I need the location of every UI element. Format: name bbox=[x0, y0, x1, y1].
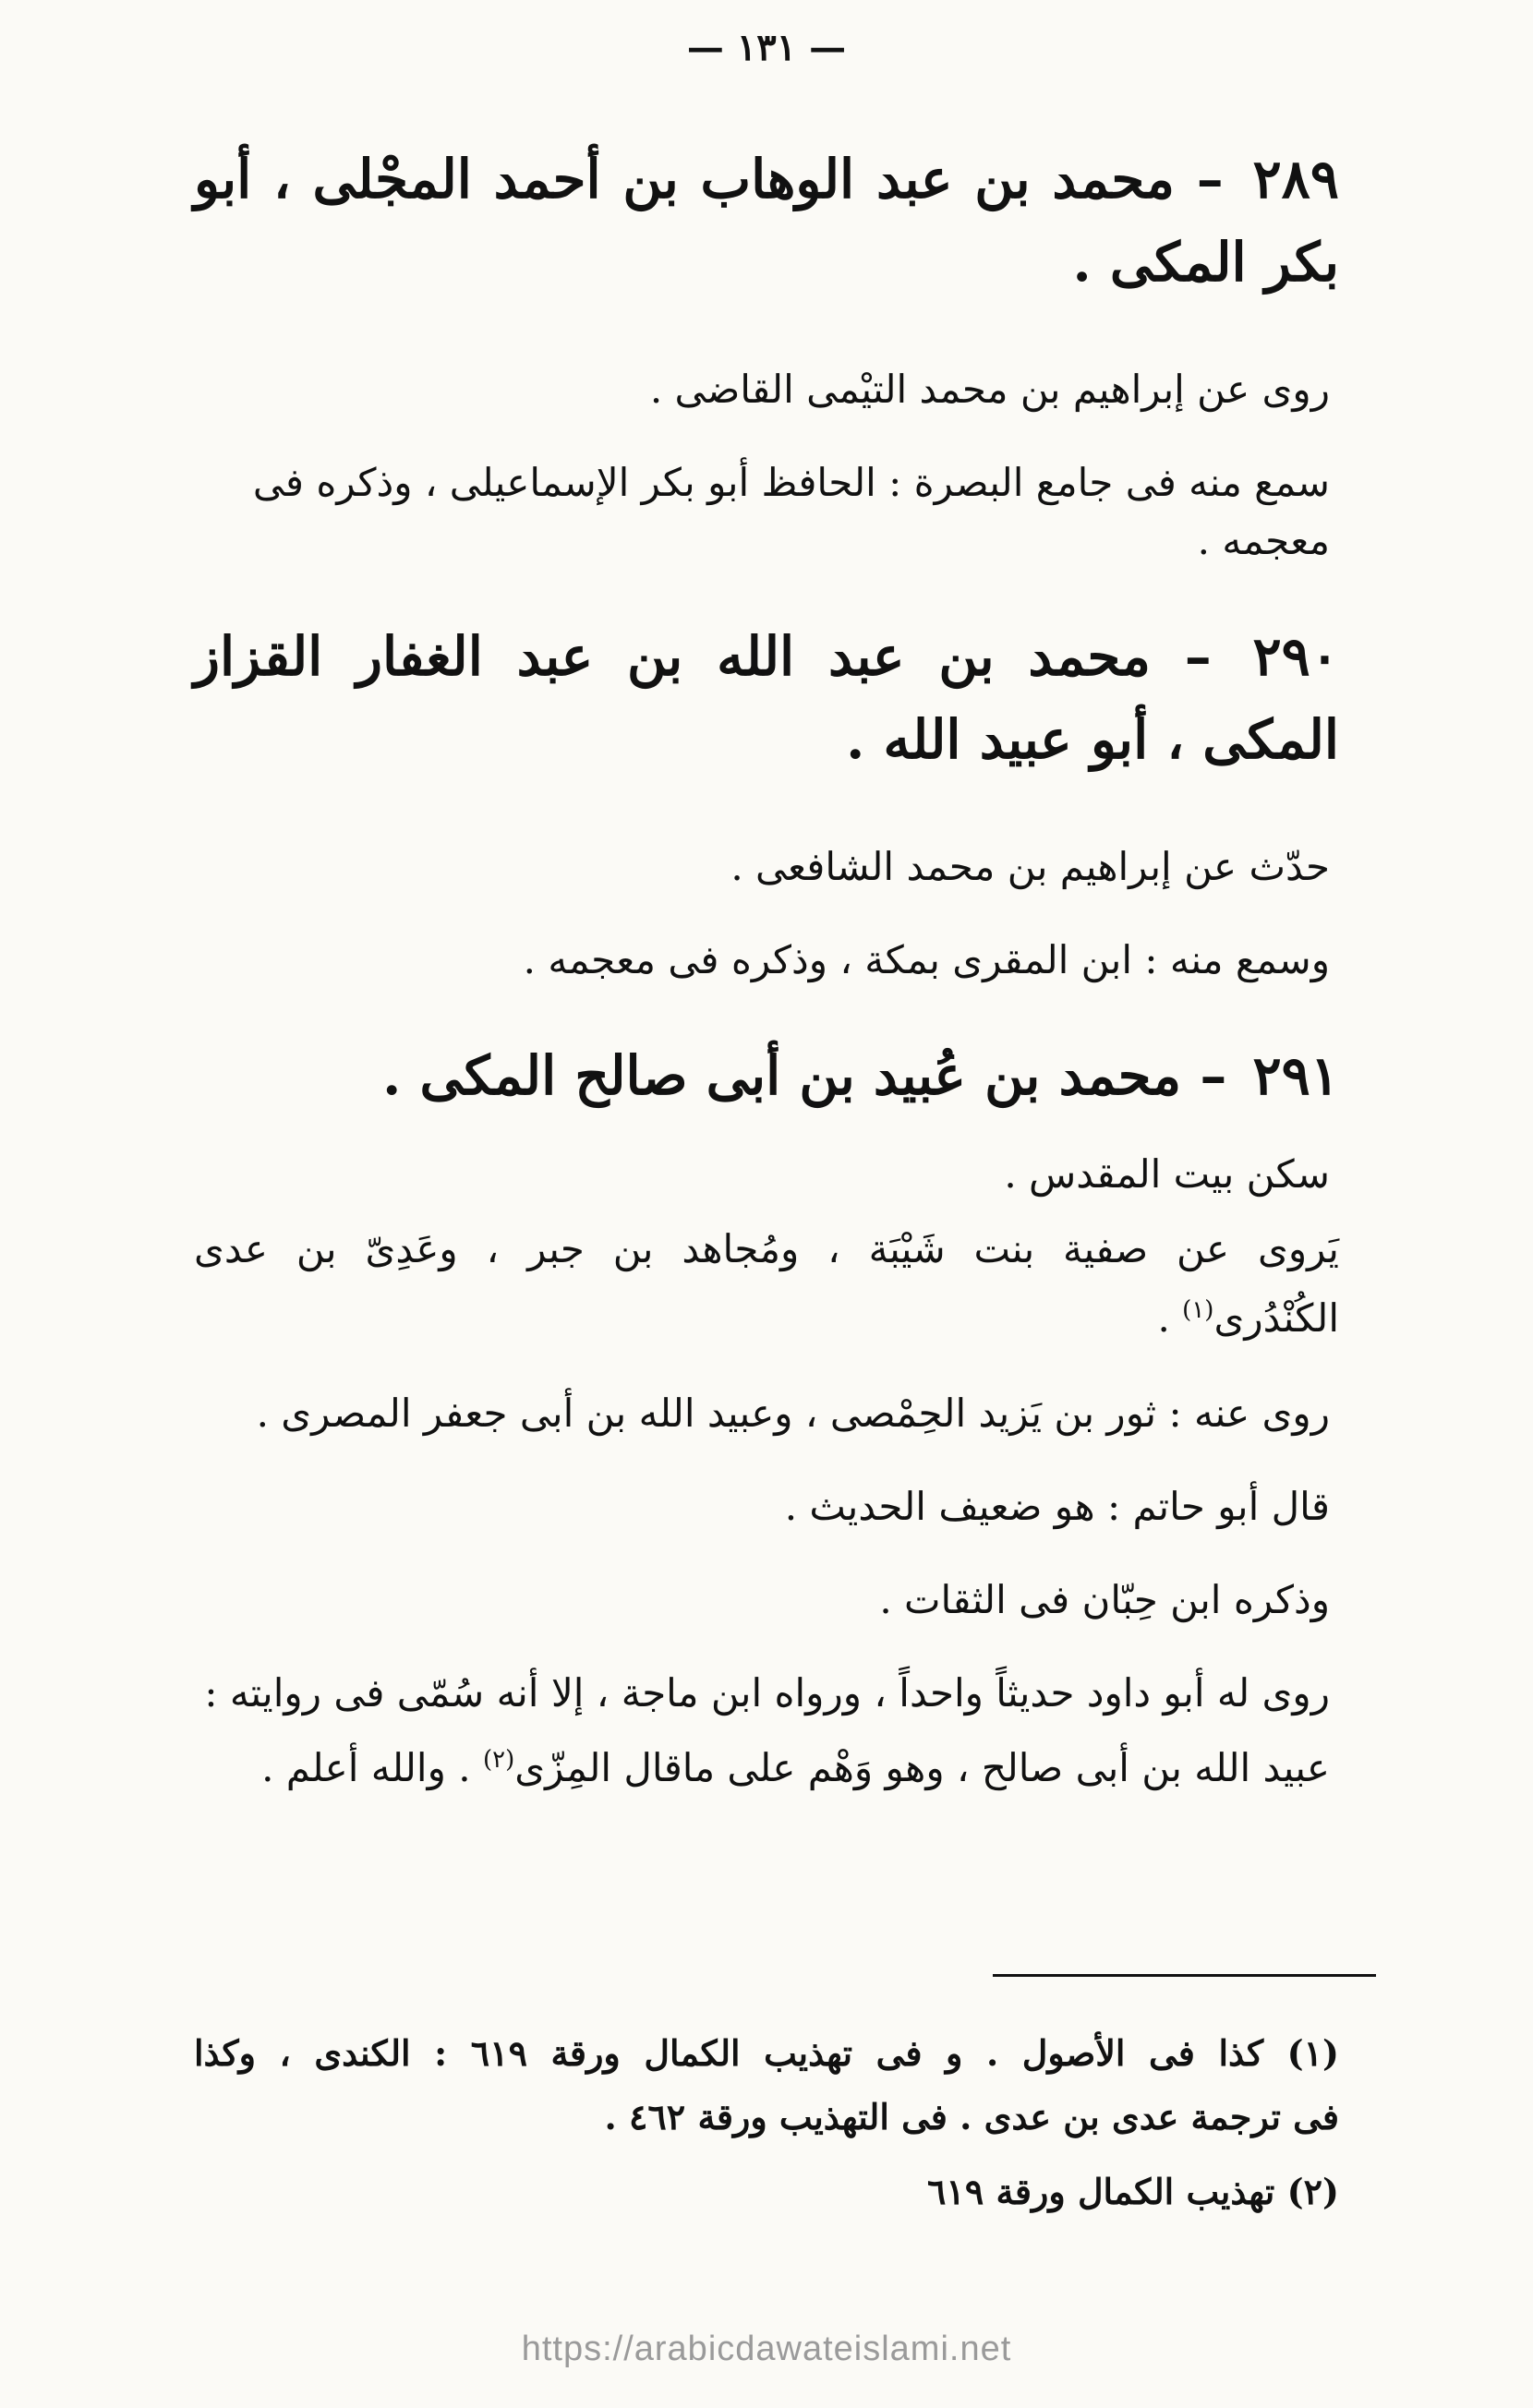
footnote-line: (٢) تهذيب الكمال ورقة ٦١٩ bbox=[927, 2171, 1339, 2212]
entry-line: روى له أبو داود حديثاً واحداً ، ورواه ابن ماجة ، إلا أنه سُمّى فى روايته : bbox=[204, 1670, 1330, 1716]
page-number: — ١٣١ — bbox=[686, 26, 847, 69]
entry-heading-290 bbox=[194, 616, 1339, 782]
entry-line: وسمع منه : ابن المقرى بمكة ، وذكره فى معجمه . bbox=[523, 936, 1330, 982]
footnotes bbox=[194, 2027, 1339, 2240]
footnote-marker-1: (١) bbox=[1182, 1296, 1214, 1325]
entry-line: يَروى عن صفية بنت شَيْبَة ، ومُجاهد بن جبر ، وعَدِىّ بن عدى bbox=[194, 1226, 1339, 1272]
entry-line: عبيد الله بن أبى صالح ، وهو وَهْم على ماقال المِزّى$^{(٢)}$ . والله أعلم . bbox=[261, 1745, 1330, 1791]
page-body bbox=[194, 138, 1339, 1832]
entry-heading-291 bbox=[194, 1035, 1339, 1118]
entry-title: – محمد بن عبد الله بن عبد الغفار القزاز المكى ، أبو عبيد الله . bbox=[194, 624, 1339, 771]
footnote-divider bbox=[993, 1974, 1376, 1977]
entry-heading-289 bbox=[194, 138, 1339, 305]
entry-line-text: والله أعلم . bbox=[261, 1745, 446, 1791]
entry-line: وذكره ابن حِبّان فى الثقات . bbox=[879, 1577, 1330, 1623]
footnote-marker-2: (٢) bbox=[482, 1746, 515, 1775]
entry-line: قال أبو حاتم : هو ضعيف الحديث . bbox=[784, 1484, 1330, 1530]
footnote-line: (١) كذا فى الأصول . و فى تهذيب الكمال ورقة ٦١٩ : الكندى ، وكذا bbox=[194, 2032, 1339, 2074]
watermark-url: https://arabicdawateislami.net bbox=[521, 2330, 1012, 2368]
entry-number: ٢٩١ bbox=[1252, 1043, 1339, 1107]
entry-line: حدّث عن إبراهيم بن محمد الشافعى . bbox=[730, 843, 1330, 889]
entry-line: سمع منه فى جامع البصرة : الحافظ أبو بكر الإسماعيلى ، وذكره فى معجمه . bbox=[252, 459, 1330, 563]
entry-line-text: الكُنْدُرى bbox=[1213, 1295, 1339, 1342]
entry-number: ٢٨٩ bbox=[1252, 148, 1339, 211]
entry-line: روى عن إبراهيم بن محمد التيْمى القاضى . bbox=[649, 366, 1330, 412]
entry-line: الكُنْدُرى$^{(١)}$ . bbox=[1157, 1295, 1339, 1342]
entry-number: ٢٩٠ bbox=[1252, 624, 1339, 688]
entry-line-text: عبيد الله بن أبى صالح ، وهو وَهْم على ماقال المِزّى bbox=[514, 1745, 1330, 1791]
entry-line: روى عنه : ثور بن يَزيد الحِمْصى ، وعبيد الله بن أبى جعفر المصرى . bbox=[256, 1391, 1330, 1437]
footnote-line: فى ترجمة عدى بن عدى . فى التهذيب ورقة ٤٦٢ . bbox=[604, 2096, 1339, 2137]
entry-title: – محمد بن عُبيد بن أبى صالح المكى . bbox=[382, 1043, 1227, 1107]
entry-line: سكن بيت المقدس . bbox=[1004, 1151, 1330, 1198]
entry-title: – محمد بن عبد الوهاب بن أحمد المجْلى ، أبو بكر المكى . bbox=[194, 148, 1339, 294]
